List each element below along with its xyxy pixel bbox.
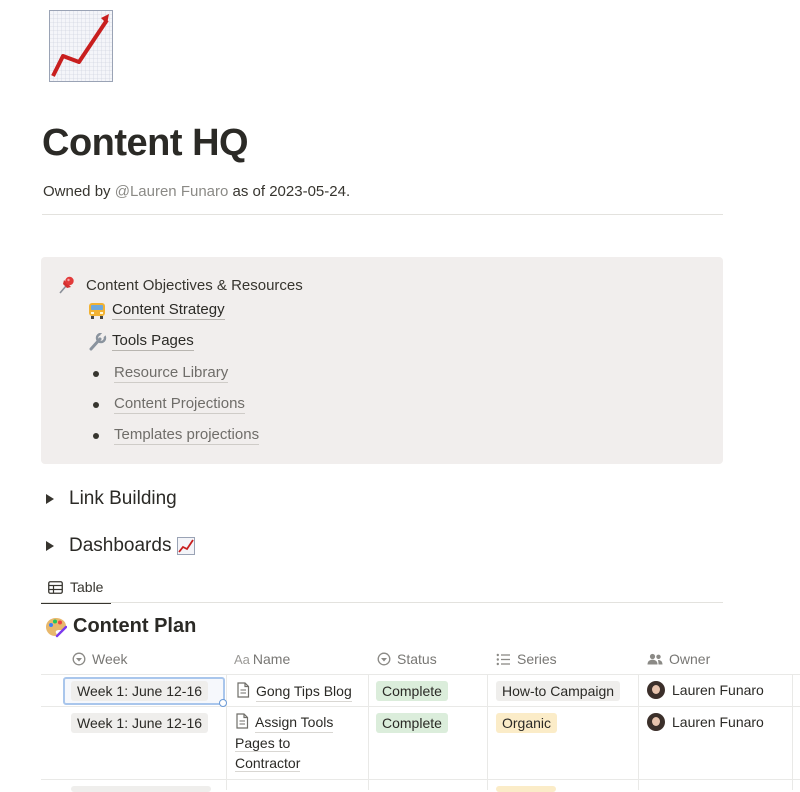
status-circle-icon [72, 652, 86, 666]
table-row-cell-name[interactable] [236, 681, 352, 702]
bus-icon [87, 302, 107, 320]
table-row-cell-name[interactable] [235, 712, 363, 773]
column-header-name[interactable] [234, 644, 290, 674]
bullet-dot [93, 402, 99, 408]
column-header-owner[interactable] [647, 644, 710, 674]
page-document-icon [235, 713, 249, 729]
owner-line [43, 183, 350, 200]
list-icon [496, 653, 511, 666]
link-resource-library[interactable]: Resource Library [114, 364, 229, 381]
column-header-status[interactable] [377, 644, 437, 674]
partial-row-tag [496, 786, 556, 792]
column-header-label: Owner [669, 651, 711, 667]
name-text: Pages to [235, 735, 291, 751]
column-header-week[interactable] [72, 644, 128, 674]
name-text: Gong Tips Blog [256, 681, 352, 702]
link-templates-projections[interactable]: Templates projections [114, 426, 260, 443]
avatar [647, 681, 665, 699]
bullet-item [87, 364, 228, 383]
name-text: Contractor [235, 755, 301, 771]
series-tag: How-to Campaign [496, 681, 620, 701]
table-column-divider [226, 674, 227, 790]
toggle-label: Link Building [69, 488, 177, 509]
column-header-label: Name [252, 651, 291, 667]
status-circle-icon [377, 652, 391, 666]
pushpin-icon[interactable] [55, 274, 77, 296]
callout-heading-row [55, 274, 303, 296]
table-icon [48, 581, 63, 594]
fill-handle[interactable] [219, 699, 227, 707]
toggle-link-building[interactable] [46, 488, 177, 510]
status-tag: Complete [376, 681, 448, 701]
page-icon-chart-increasing[interactable] [49, 10, 113, 82]
table-row-cell-status[interactable] [376, 681, 448, 701]
table-row-divider [41, 706, 800, 707]
status-tag: Complete [376, 713, 448, 733]
table-row-cell-week[interactable] [71, 713, 208, 733]
divider [42, 214, 723, 215]
link-content-projections[interactable]: Content Projections [114, 395, 245, 412]
chart-increasing-icon [49, 10, 113, 82]
toggle-triangle-icon[interactable] [46, 494, 54, 504]
toggle-triangle-icon[interactable] [46, 541, 54, 551]
name-line-row [235, 712, 363, 733]
owner-mention[interactable]: @Lauren Funaro [114, 183, 229, 200]
bullet-dot [93, 433, 99, 439]
partial-row-tag [71, 786, 211, 792]
week-tag: Week 1: June 12-16 [71, 713, 208, 733]
chart-increasing-icon [177, 537, 195, 555]
column-header-label: Series [517, 651, 557, 667]
table-column-divider [487, 674, 488, 790]
divider [41, 602, 723, 603]
owner-name: Lauren Funaro [672, 682, 764, 698]
table-column-divider [368, 674, 369, 790]
series-tag: Organic [496, 713, 557, 733]
page-title[interactable]: Content HQ [42, 122, 249, 164]
subpage-label: Tools Pages [112, 332, 194, 349]
subpage-tools-pages[interactable] [87, 332, 194, 351]
table-row-cell-series[interactable] [496, 681, 620, 701]
callout-heading: Content Objectives & Resources [86, 276, 303, 294]
database-title[interactable] [45, 615, 196, 638]
toggle-dashboards[interactable] [46, 535, 195, 557]
owner-prefix: Owned by [43, 183, 115, 200]
table-column-divider [792, 674, 793, 790]
artist-palette-icon [45, 616, 67, 638]
wrench-icon [87, 333, 107, 351]
table-row-divider [41, 674, 800, 675]
column-header-series[interactable] [496, 644, 557, 674]
table-row-cell-week[interactable] [71, 681, 208, 701]
toggle-label: Dashboards [69, 535, 172, 556]
table-row-divider [41, 779, 800, 780]
page-document-icon [236, 682, 250, 698]
table-row-cell-status[interactable] [376, 713, 448, 733]
table-row-cell-series[interactable] [496, 713, 557, 733]
owner-suffix: as of 2023-05-24. [228, 183, 351, 200]
avatar [647, 713, 665, 731]
bullet-item [87, 426, 259, 445]
tab-table[interactable] [41, 572, 111, 604]
table-row-cell-owner[interactable] [647, 713, 764, 731]
owner-name: Lauren Funaro [672, 714, 764, 730]
bullet-dot [93, 371, 99, 377]
people-icon [647, 653, 663, 665]
column-header-label: Status [397, 651, 437, 667]
name-line-row [235, 733, 363, 753]
table-row-cell-owner[interactable] [647, 681, 764, 699]
text-aa-icon: Aa [234, 651, 250, 667]
callout-objectives [41, 257, 723, 464]
name-line-row [235, 753, 363, 773]
week-tag: Week 1: June 12-16 [71, 681, 208, 701]
tab-label: Table [70, 579, 104, 595]
subpage-label: Content Strategy [112, 301, 225, 318]
bullet-item [87, 395, 245, 414]
subpage-content-strategy[interactable] [87, 301, 225, 320]
database-title-text: Content Plan [73, 615, 197, 637]
name-text: Assign Tools [255, 712, 333, 733]
column-header-label: Week [92, 651, 128, 667]
table-column-divider [638, 674, 639, 790]
